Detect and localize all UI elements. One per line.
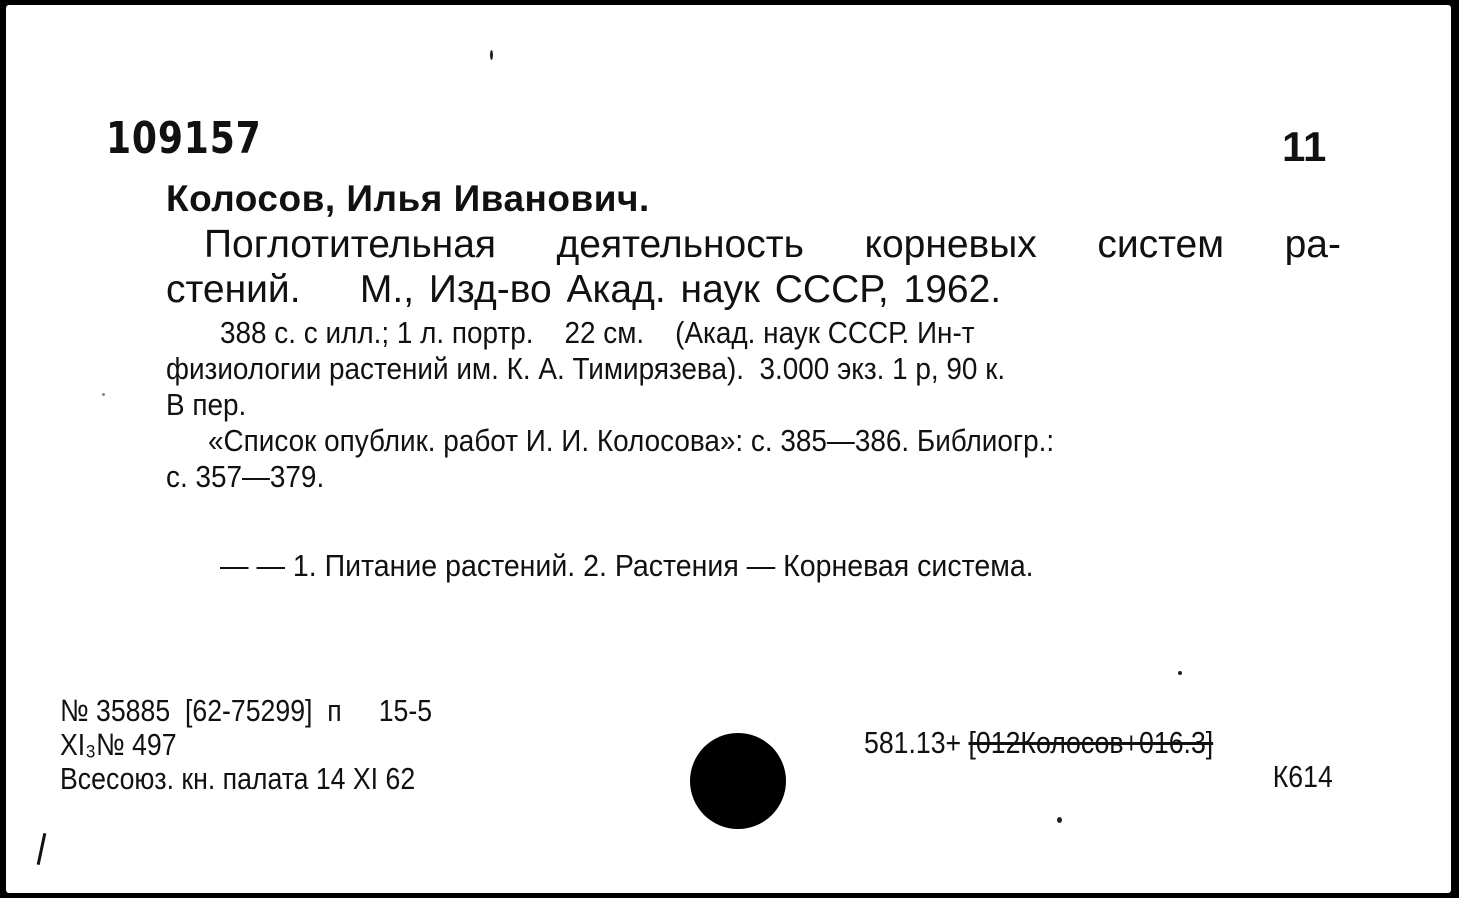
classification-mark [864, 725, 1213, 761]
title-line-1 [204, 223, 1341, 267]
title-word: систем [1097, 223, 1225, 266]
ink-speck [490, 50, 493, 60]
title-word: корневых [864, 223, 1037, 266]
registry-line-2: XI₃№ 497 [60, 727, 177, 762]
struck-classification: [012Колосов+016.3] [968, 725, 1214, 760]
title-word: ра- [1284, 223, 1341, 266]
punch-hole [690, 733, 786, 829]
classification-number: 581.13+ [864, 725, 962, 760]
note-line-2: с. 357—379. [166, 459, 325, 494]
author-heading: Колосов, Илья Иванович. [166, 178, 650, 219]
handwritten-accession-number: 109157 [106, 113, 262, 164]
title-word: деятельность [556, 223, 804, 266]
note-line-1: «Список опублик. работ И. И. Колосова»: с. 385—386. Библиогр.: [208, 423, 1055, 458]
collation-line-1: 388 с. с илл.; 1 л. портр. 22 см. (Акад. наук СССР. Ин-т [220, 315, 975, 350]
registry-line-1: № 35885 [62-75299] п 15-5 [60, 693, 433, 728]
catalog-card [6, 5, 1451, 893]
title-line-2: стений. М., Изд-во Акад. наук СССР, 1962. [166, 268, 1002, 311]
ink-speck [102, 393, 105, 396]
ink-speck [1178, 671, 1182, 675]
collation-line-2: физиологии растений им. К. А. Тимирязева). 3.000 экз. 1 р, 90 к. [166, 351, 1006, 386]
card-number: 11 [1282, 123, 1327, 170]
collation-line-3: В пер. [166, 387, 247, 422]
author-code: К614 [1272, 759, 1333, 794]
subject-headings: — — 1. Питание растений. 2. Растения — Корневая система. [220, 548, 1034, 583]
ink-speck [1057, 817, 1062, 823]
registry-line-3: Всесоюз. кн. палата 14 XI 62 [60, 761, 416, 796]
pen-mark [37, 833, 47, 865]
title-word: Поглотительная [204, 223, 497, 266]
